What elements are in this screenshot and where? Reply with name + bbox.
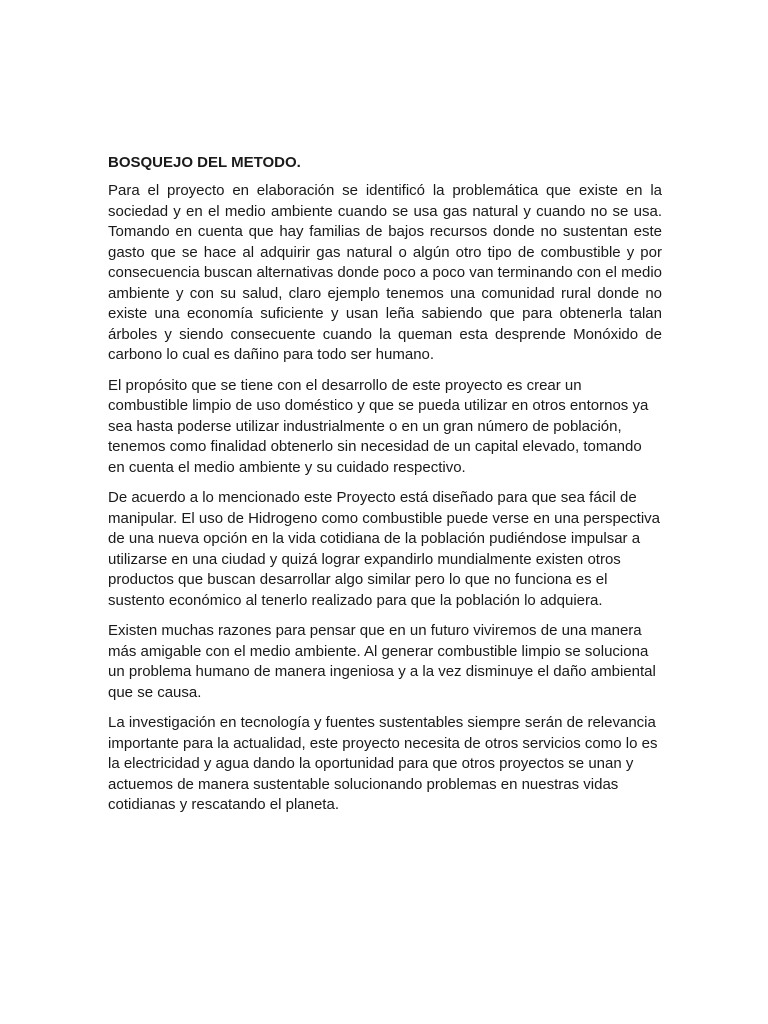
paragraph-research: La investigación en tecnología y fuentes sustentables siempre serán de relevancia importante para la actualidad, este proyecto necesita de otros servicios como lo es la electricidad y agua dando la oportunidad para que otros proyectos se unan y actuemos de manera sustentable solucionando problemas en nuestras vidas cotidianas y rescatando el planeta.	[108, 714, 658, 813]
paragraph-design: De acuerdo a lo mencionado este Proyecto está diseñado para que sea fácil de manipular. El uso de Hidrogeno como combustible puede verse en una perspectiva de una nueva opción en la vida cotidiana de la población pudiéndose impulsar a utilizarse en una ciudad y quizá lograr expandirlo mundialmente existen otros productos que buscan desarrollar algo similar pero lo que no funciona es el sustento económico al tenerlo realizado para que la población lo adquiera.	[108, 489, 660, 609]
paragraph-reasons: Existen muchas razones para pensar que en un futuro viviremos de una manera más amigable con el medio ambiente. Al generar combustible limpio se soluciona un problema humano de manera ingeniosa y a la vez disminuye el daño ambiental que se causa.	[108, 622, 656, 701]
paragraph-purpose: El propósito que se tiene con el desarrollo de este proyecto es crear un combustible limpio de uso doméstico y que se pueda utilizar en otros entornos ya sea hasta poderse utilizar industrialmente o en un gran número de población, tenemos como finalidad obtenerlo sin necesidad de un capital elevado, tomando en cuenta el medio ambiente y su cuidado respectivo.	[108, 376, 649, 476]
section-heading: BOSQUEJO DEL METODO.	[108, 154, 301, 171]
paragraph-problem-statement: Para el proyecto en elaboración se identificó la problemática que existe en la sociedad y en el medio ambiente cuando se usa gas natural y cuando no se usa. Tomando en cuenta que hay familias de bajos recursos donde no sustentan este gasto que se hace al adquirir gas natural o algún otro tipo de combustible y por consecuencia buscan alternativas donde poco a poco van terminando con el medio ambiente y con su salud, claro ejemplo tenemos una comunidad rural donde no existe una economía suficiente y usan leña sabiendo que para obtenerla talan árboles y siendo consecuente cuando la queman esta desprende Monóxido de carbono lo cual es dañino para todo ser humano.	[108, 182, 662, 363]
document-body	[108, 153, 662, 826]
